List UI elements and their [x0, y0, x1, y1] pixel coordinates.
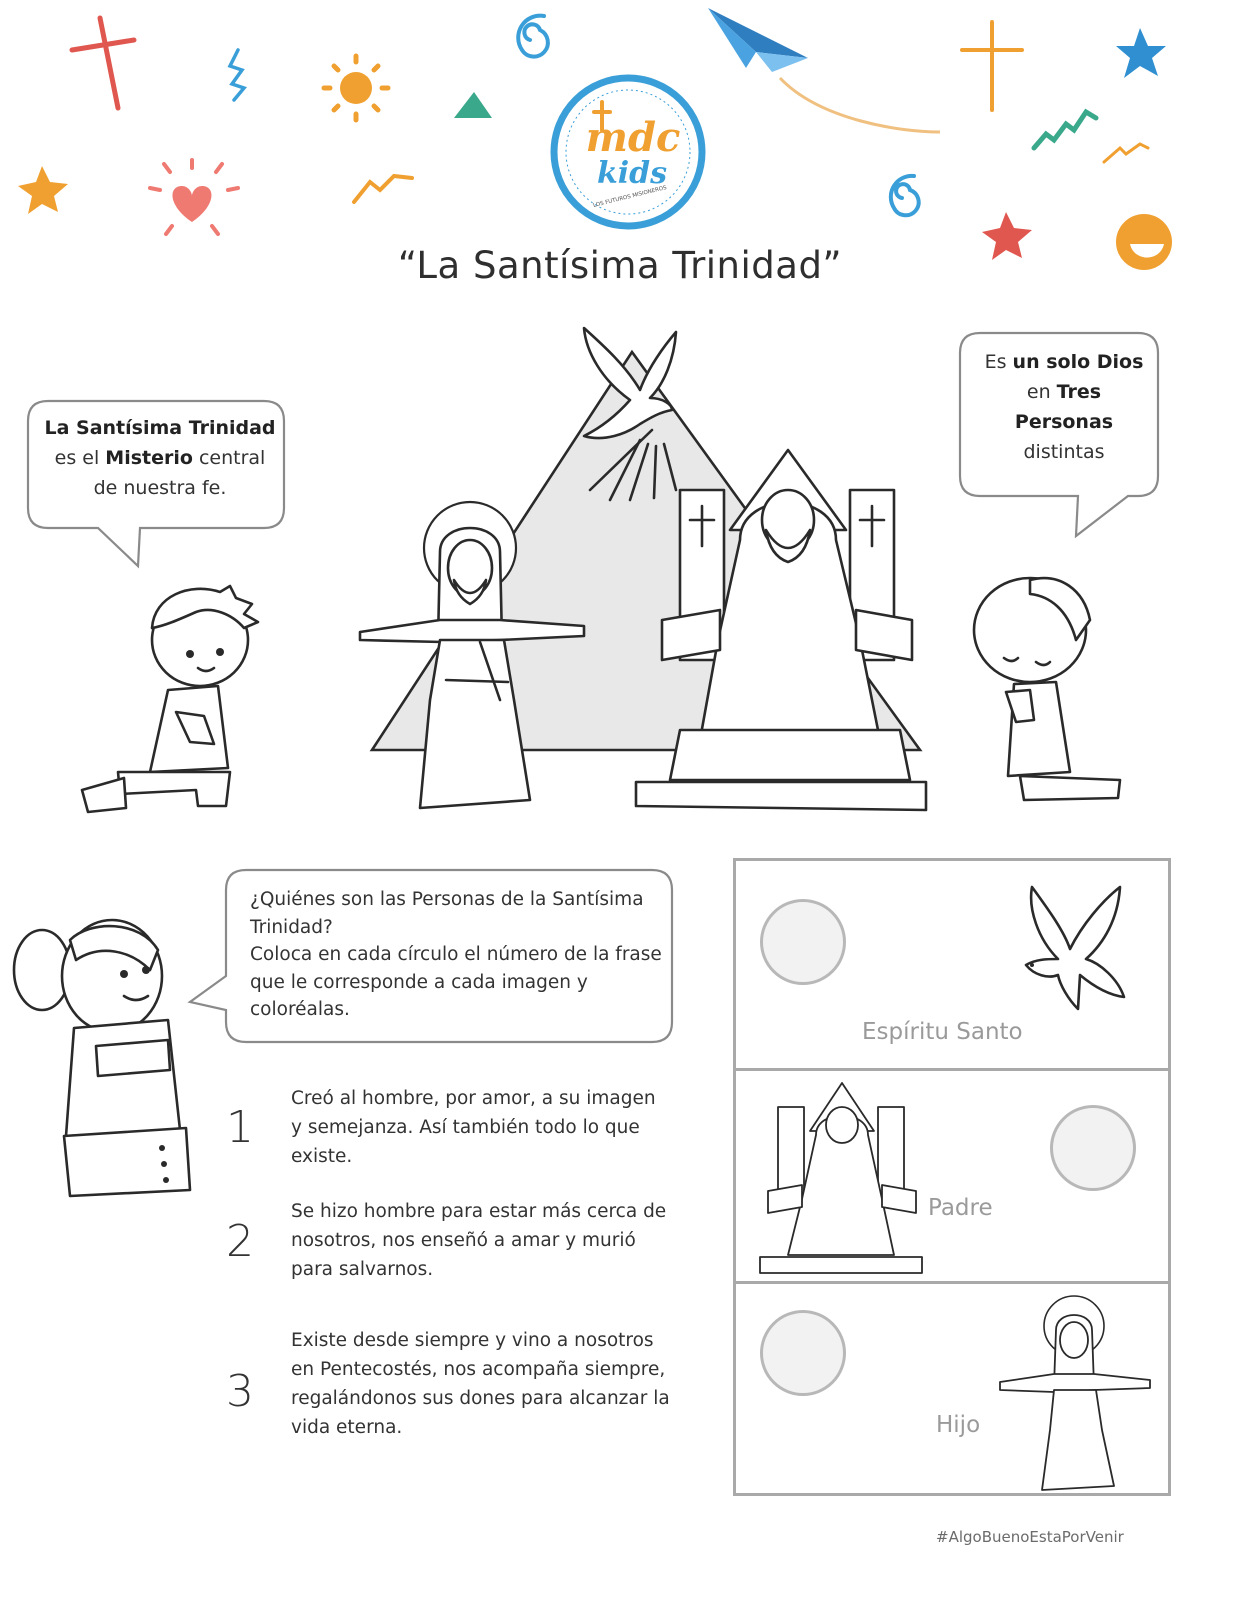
statement-text-2: Se hizo hombre para estar más cerca de nosotros, nos enseñó a amar y murió para salvarnos.: [291, 1201, 667, 1280]
statement-text-3: Existe desde siempre y vino a nosotros en Pentecostés, nos acompaña siempre, regalándonos sus dones para alcanzar la vida eterna.: [291, 1330, 670, 1438]
answer-cell-hijo: [736, 1284, 1168, 1493]
answer-label-padre: Padre: [928, 1195, 993, 1221]
logo-text-mdc: mdc: [585, 114, 681, 161]
instructions-text: [250, 886, 670, 1024]
bubble-right-text-1: Es: [984, 351, 1013, 373]
answer-circle-1[interactable]: [760, 899, 846, 985]
father-on-throne-icon: [636, 450, 926, 810]
answer-label-hijo: Hijo: [936, 1412, 981, 1438]
logo-tagline: LOS FUTUROS MISIONEROS: [592, 184, 668, 210]
girl-reading-icon: [0, 900, 220, 1210]
father-throne-icon-small: [758, 1079, 928, 1279]
statement-number-1: 1: [226, 1102, 254, 1153]
bubble-right-bold-3: Personas: [1014, 411, 1114, 433]
answer-cell-espiritu-santo: [736, 861, 1168, 1071]
answer-label-espiritu-santo: Espíritu Santo: [862, 1019, 1023, 1045]
footer-hashtag: #AlgoBuenoEstaPorVenir: [936, 1528, 1124, 1546]
answer-circle-3[interactable]: [760, 1310, 846, 1396]
bubble-right-text-2: en: [1026, 381, 1057, 403]
answer-circle-2[interactable]: [1050, 1105, 1136, 1191]
bubble-left-text-2: es el: [54, 447, 106, 469]
bubble-left-bold-2: Misterio: [105, 447, 193, 469]
statement-number-2: 2: [226, 1216, 254, 1267]
answer-panel: [733, 858, 1171, 1496]
logo-text-kids: kids: [596, 156, 668, 191]
statement-text-1: Creó al hombre, por amor, a su imagen y semejanza. Así también todo lo que existe.: [291, 1088, 656, 1167]
jesus-icon-small: [998, 1290, 1158, 1490]
bubble-left-text-4: de nuestra fe.: [93, 477, 227, 499]
instructions-question: ¿Quiénes son las Personas de la Santísima Trinidad?: [250, 889, 644, 938]
boy-praying-icon: [82, 586, 258, 812]
bubble-right-bold-2: Tres: [1056, 381, 1102, 403]
page-title: “La Santísima Trinidad”: [397, 244, 843, 287]
dove-icon-small: [1008, 879, 1138, 1019]
bubble-left-bold-1: La Santísima Trinidad: [44, 417, 276, 439]
instructions-body: Coloca en cada círculo el número de la frase que le corresponde a cada imagen y coloréalas.: [250, 944, 662, 1020]
bubble-left-text-3: central: [192, 447, 266, 469]
girl-praying-icon: [974, 578, 1120, 800]
answer-cell-padre: [736, 1071, 1168, 1284]
bubble-right-bold-1: un solo Dios: [1012, 351, 1144, 373]
bubble-right-text-3: distintas: [1023, 441, 1105, 463]
statement-number-3: 3: [226, 1366, 254, 1417]
